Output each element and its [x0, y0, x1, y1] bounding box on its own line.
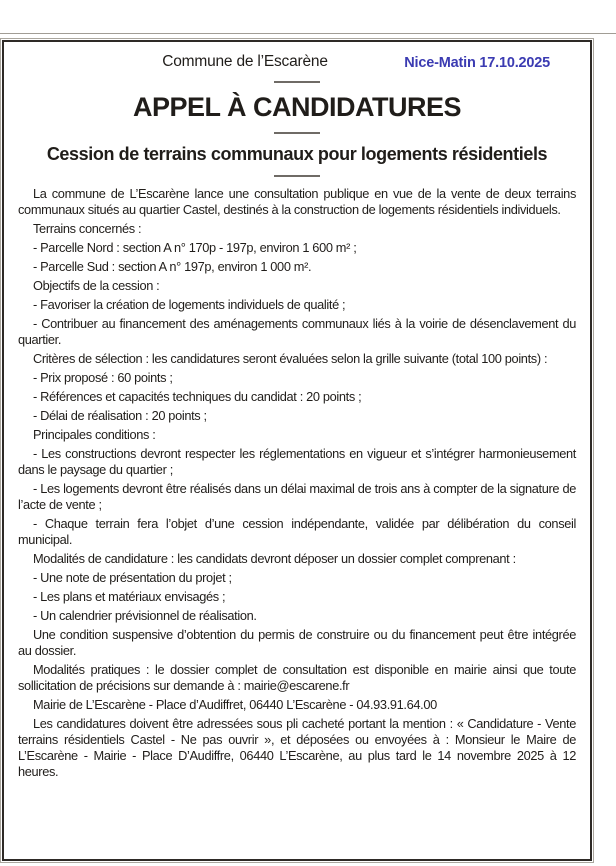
notice-body [18, 186, 576, 780]
section-divider [274, 175, 320, 177]
section-divider [274, 81, 320, 83]
body-paragraph: - Les plans et matériaux envisagés ; [33, 589, 226, 604]
body-paragraph: Modalités pratiques : le dossier complet de consultation est disponible en mairie ainsi que toute sollicitation de précisions sur demande à : mairie@escarene.fr [18, 662, 576, 693]
publication-annotation: Nice-Matin 17.10.2025 [404, 55, 550, 71]
body-paragraph: - Parcelle Sud : section A n° 197p, environ 1 000 m². [33, 259, 312, 274]
body-paragraph: Les candidatures doivent être adressées sous pli cacheté portant la mention : « Candidature - Vente terrains résidentiels Castel - Ne pas ouvrir », et déposées ou envoyées à : Monsieur le Maire de L’Escarène - Mairie - Place D’Audiffre, 06440 L’Escarène, au plus tard le 14 novembre 2025 à 12 heures. [18, 716, 576, 779]
top-hairline-rule [0, 33, 616, 34]
notice-title: APPEL À CANDIDATURES [132, 92, 462, 122]
body-paragraph: - Favoriser la création de logements individuels de qualité ; [33, 297, 346, 312]
notice-subtitle: Cession de terrains communaux pour logements résidentiels [46, 144, 548, 164]
section-divider [274, 132, 320, 134]
commune-name: Commune de l’Escarène [162, 53, 328, 70]
body-paragraph: Principales conditions : [33, 427, 156, 442]
body-paragraph: - Prix proposé : 60 points ; [33, 370, 173, 385]
body-paragraph: Terrains concernés : [33, 221, 142, 236]
body-paragraph: - Références et capacités techniques du candidat : 20 points ; [33, 389, 362, 404]
body-paragraph: - Délai de réalisation : 20 points ; [33, 408, 207, 423]
body-paragraph: - Parcelle Nord : section A n° 170p - 197p, environ 1 600 m² ; [33, 240, 357, 255]
body-paragraph: - Chaque terrain fera l’objet d’une cession indépendante, validée par délibération du conseil municipal. [18, 516, 576, 547]
body-paragraph: - Les logements devront être réalisés dans un délai maximal de trois ans à compter de la signature de l’acte de vente ; [18, 481, 576, 512]
body-paragraph: - Une note de présentation du projet ; [33, 570, 232, 585]
body-paragraph: Objectifs de la cession : [33, 278, 160, 293]
body-paragraph: Modalités de candidature : les candidats devront déposer un dossier complet comprenant : [33, 551, 516, 566]
body-paragraph: - Un calendrier prévisionnel de réalisation. [33, 608, 257, 623]
body-paragraph: - Contribuer au financement des aménagements communaux liés à la voirie de désenclavement du quartier. [18, 316, 576, 347]
body-paragraph: Mairie de L’Escarène - Place d’Audiffret, 06440 L’Escarène - 04.93.91.64.00 [33, 697, 437, 712]
body-paragraph: La commune de L’Escarène lance une consultation publique en vue de la vente de deux terrains communaux situés au quartier Castel, destinés à la construction de logements résidentiels individuels. [18, 186, 576, 217]
body-paragraph: - Les constructions devront respecter les réglementations en vigueur et s’intégrer harmonieusement dans le paysage du quartier ; [18, 446, 576, 477]
notice-header [18, 53, 576, 71]
body-paragraph: Critères de sélection : les candidatures seront évaluées selon la grille suivante (total 100 points) : [33, 351, 548, 366]
notice-box [2, 40, 592, 861]
body-paragraph: Une condition suspensive d’obtention du permis de construire ou du financement peut être intégrée au dossier. [18, 627, 576, 658]
